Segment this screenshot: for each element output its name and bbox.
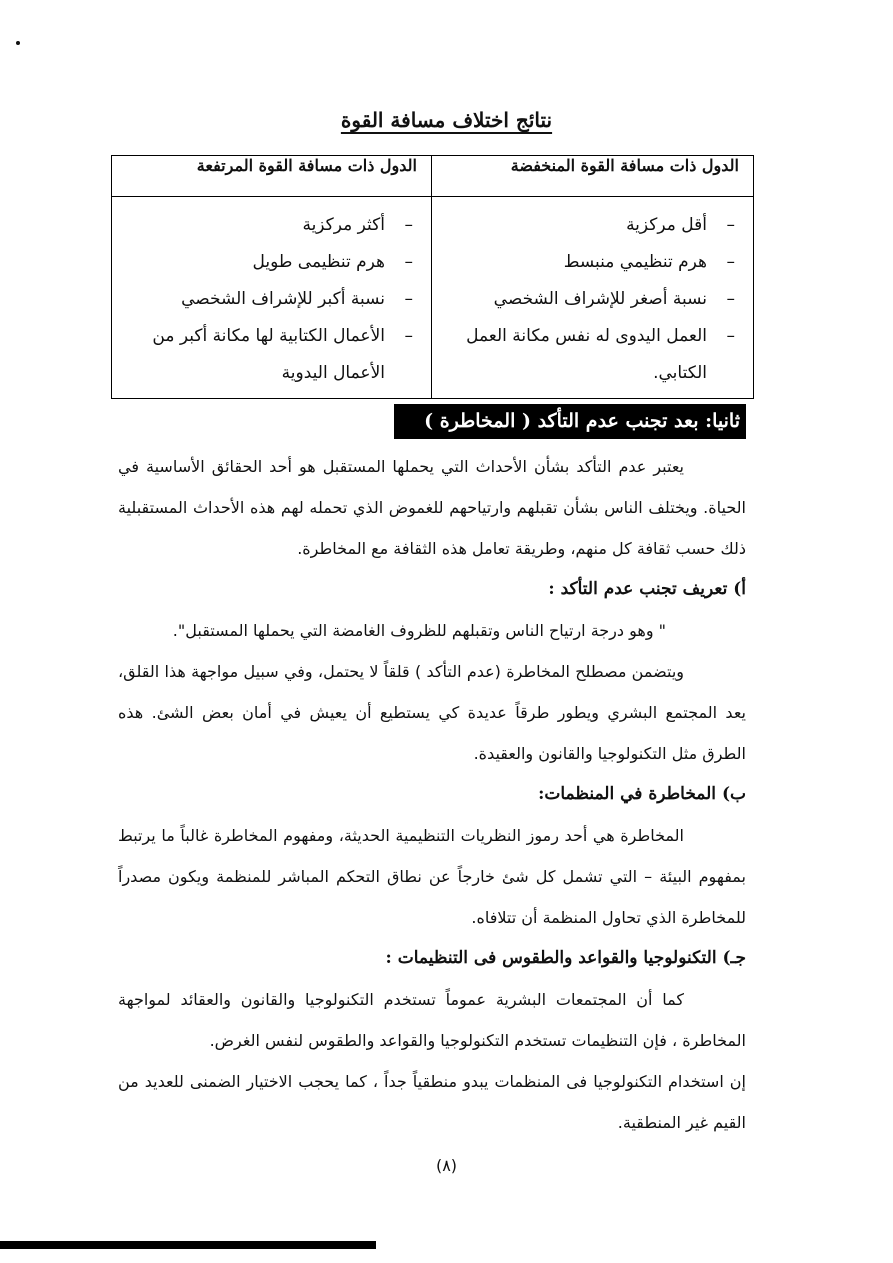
dash-bullet: – [404,215,413,235]
list-item [446,318,739,392]
dash-bullet: – [726,215,735,235]
dash-bullet: – [404,326,413,346]
list-item-text: نسبة أكبر للإشراف الشخصي [181,289,385,309]
list-item-text: أقل مركزية [626,215,707,235]
list-item [126,244,417,281]
list-item-text: هرم تنظيمى طويل [252,252,385,272]
low-power-header: الدول ذات مسافة القوة المنخفضة [432,156,754,197]
dash-bullet: – [726,252,735,272]
dash-bullet: – [726,289,735,309]
list-item-text: الأعمال الكتابية لها مكانة أكبر من الأعمال اليدوية [152,326,385,383]
paragraph-b: المخاطرة هي أحد رموز النظريات التنظيمية الحديثة، ومفهوم المخاطرة غالباً ما يرتبط بمفهوم البيئة – التي تشمل كل شئ خارجاً عن نطاق التحكم المباشر للمنظمة ويكون مصدراً للمخاطرة الذي تحاول المنظمة أن تتلافاه. [118,826,746,927]
list-item-text: نسبة أصغر للإشراف الشخصي [493,289,707,309]
list-item [126,318,417,392]
paragraph-c2: إن استخدام التكنولوجيا فى المنظمات يبدو منطقياً جداً ، كما يحجب الاختيار الضمنى للعديد من القيم غير المنطقية. [118,1072,746,1132]
high-power-header: الدول ذات مسافة القوة المرتفعة [112,156,432,197]
list-item [446,244,739,281]
table-body-row [112,197,754,399]
paragraph-a: ويتضمن مصطلح المخاطرة (عدم التأكد ) قلقاً لا يحتمل، وفي سبيل مواجهة هذا القلق، يعد المجتمع البشري ويطور طرقاً عديدة كي يستطيع أن يعيش في أمان بعض الشئ. هذه الطرق مثل التكنولوجيا والقانون والعقيدة. [118,662,746,763]
subheading-c: جـ) التكنولوجيا والقواعد والطقوس فى التنظيمات : [385,948,746,968]
intro-paragraph: يعتبر عدم التأكد بشأن الأحداث التي يحملها المستقبل هو أحد الحقائق الأساسية في الحياة. ويختلف الناس بشأن تقبلهم وارتياحهم للغموض الذي تحمله لهم هذه الأحداث المستقبلية ذلك حسب ثقافة كل منهم، وطريقة تعامل هذه الثقافة مع المخاطرة. [118,457,746,558]
dash-bullet: – [404,289,413,309]
dash-bullet: – [726,326,735,346]
high-power-cell [112,197,432,399]
page-title [0,108,893,132]
list-item-text: هرم تنظيمي منبسط [563,252,707,272]
dash-bullet: – [404,252,413,272]
list-item [126,281,417,318]
subheading-b: ب) المخاطرة في المنظمات: [538,784,746,804]
stray-dot [16,41,20,45]
list-item [446,281,739,318]
list-item-text: العمل اليدوى له نفس مكانة العمل الكتابي. [466,326,707,383]
section-body [118,446,746,1143]
table-header-row [112,156,754,197]
list-item [126,207,417,244]
low-power-list [446,207,739,392]
section-heading-banner: ثانيا: بعد تجنب عدم التأكد ( المخاطرة ) [394,404,746,439]
subheading-a: أ) تعريف تجنب عدم التأكد : [548,579,746,599]
scan-edge-bar [0,1241,376,1249]
high-power-list [126,207,417,392]
page-number: (٨) [435,1156,458,1175]
list-item [446,207,739,244]
paragraph-c1: كما أن المجتمعات البشرية عموماً تستخدم التكنولوجيا والقانون والعقائد لمواجهة المخاطرة ، فإن التنظيمات تستخدم التكنولوجيا والقواعد والطقوس لنفس الغرض. [118,990,746,1050]
page-title-text: نتائج اختلاف مسافة القوة [340,108,553,132]
definition-quote: " وهو درجة ارتياح الناس وتقبلهم للظروف الغامضة التي يحملها المستقبل". [172,621,666,640]
power-distance-table [111,155,754,399]
low-power-cell [432,197,754,399]
list-item-text: أكثر مركزية [302,215,385,235]
